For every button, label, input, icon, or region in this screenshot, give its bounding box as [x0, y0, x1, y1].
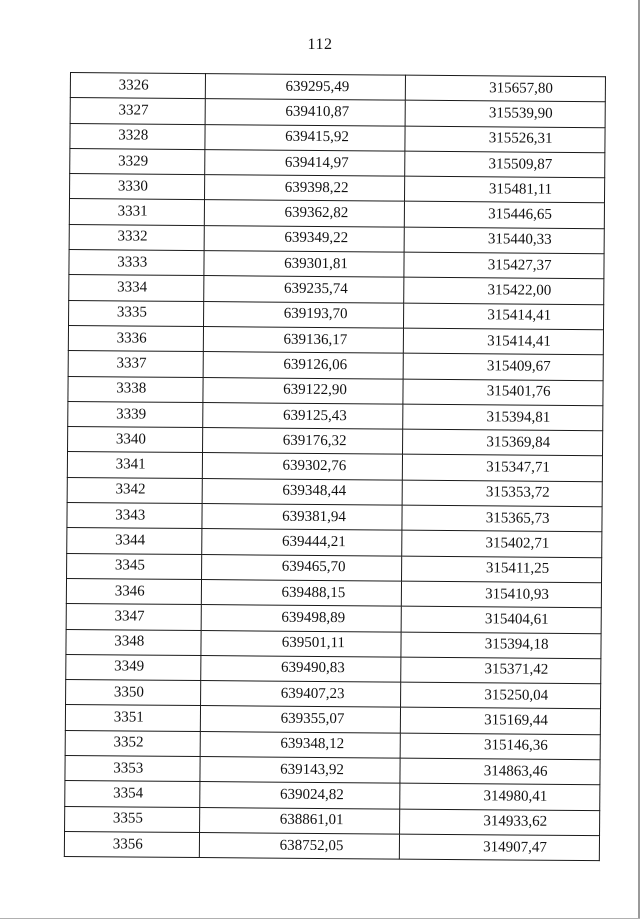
x-coordinate-cell: 639490,83 — [200, 655, 401, 682]
point-number-cell: 3326 — [70, 73, 205, 99]
x-coordinate-cell: 639235,74 — [203, 276, 404, 303]
x-coordinate-cell: 639501,11 — [201, 630, 402, 657]
point-number-cell: 3334 — [69, 275, 204, 301]
x-coordinate-cell: 639122,90 — [203, 377, 404, 404]
x-coordinate-cell: 639295,49 — [205, 74, 406, 101]
point-number-cell: 3346 — [66, 578, 201, 604]
y-coordinate-cell: 315422,00 — [404, 278, 604, 305]
point-number-cell: 3345 — [67, 553, 202, 579]
x-coordinate-cell: 639407,23 — [200, 681, 401, 708]
x-coordinate-cell: 639355,07 — [200, 706, 401, 733]
x-coordinate-cell: 638861,01 — [199, 807, 400, 834]
x-coordinate-cell: 639410,87 — [205, 99, 406, 126]
point-number-cell: 3353 — [65, 755, 200, 781]
point-number-cell: 3343 — [67, 503, 202, 529]
y-coordinate-cell: 315402,71 — [402, 530, 602, 557]
point-number-cell: 3329 — [70, 148, 205, 174]
y-coordinate-cell: 315481,11 — [405, 176, 605, 203]
x-coordinate-cell: 639125,43 — [202, 402, 403, 429]
x-coordinate-cell: 638752,05 — [199, 832, 400, 859]
point-number-cell: 3354 — [65, 781, 200, 807]
x-coordinate-cell: 639176,32 — [202, 428, 403, 455]
x-coordinate-cell: 639465,70 — [201, 554, 402, 581]
point-number-cell: 3332 — [69, 224, 204, 250]
y-coordinate-cell: 315411,25 — [402, 556, 602, 583]
point-number-cell: 3341 — [67, 452, 202, 478]
y-coordinate-cell: 315353,72 — [403, 480, 603, 507]
x-coordinate-cell: 639415,92 — [205, 124, 406, 151]
point-number-cell: 3342 — [67, 477, 202, 503]
x-coordinate-cell: 639193,70 — [203, 301, 404, 328]
point-number-cell: 3339 — [68, 401, 203, 427]
point-number-cell: 3352 — [65, 730, 200, 756]
y-coordinate-cell: 315369,84 — [403, 429, 603, 456]
y-coordinate-cell: 315446,65 — [405, 202, 605, 229]
y-coordinate-cell: 315394,81 — [403, 404, 603, 431]
x-coordinate-cell: 639126,06 — [203, 352, 404, 379]
y-coordinate-cell: 315657,80 — [406, 75, 606, 102]
point-number-cell: 3330 — [70, 174, 205, 200]
point-number-cell: 3338 — [68, 376, 203, 402]
point-number-cell: 3347 — [66, 604, 201, 630]
point-number-cell: 3336 — [68, 325, 203, 351]
x-coordinate-cell: 639362,82 — [204, 200, 405, 227]
y-coordinate-cell: 315146,36 — [401, 733, 601, 760]
x-coordinate-cell: 639414,97 — [204, 149, 405, 176]
x-coordinate-cell: 639498,89 — [201, 605, 402, 632]
y-coordinate-cell: 315410,93 — [402, 581, 602, 608]
x-coordinate-cell: 639488,15 — [201, 579, 402, 606]
y-coordinate-cell: 315509,87 — [405, 151, 605, 178]
x-coordinate-cell: 639444,21 — [201, 529, 402, 556]
y-coordinate-cell: 315365,73 — [402, 505, 602, 532]
y-coordinate-cell: 315404,61 — [402, 606, 602, 633]
point-number-cell: 3350 — [66, 680, 201, 706]
y-coordinate-cell: 315169,44 — [401, 708, 601, 735]
y-coordinate-cell: 315401,76 — [403, 379, 603, 406]
y-coordinate-cell: 314980,41 — [400, 783, 600, 810]
y-coordinate-cell: 315371,42 — [401, 657, 601, 684]
table-row — [64, 831, 599, 860]
point-number-cell: 3331 — [69, 199, 204, 225]
point-number-cell: 3356 — [64, 831, 199, 857]
point-number-cell: 3335 — [69, 300, 204, 326]
y-coordinate-cell: 314863,46 — [400, 758, 600, 785]
x-coordinate-cell: 639024,82 — [199, 782, 400, 809]
y-coordinate-cell: 315414,41 — [404, 328, 604, 355]
y-coordinate-cell: 314907,47 — [400, 834, 600, 861]
x-coordinate-cell: 639143,92 — [200, 757, 401, 784]
point-number-cell: 3355 — [65, 806, 200, 832]
point-number-cell: 3340 — [68, 427, 203, 453]
x-coordinate-cell: 639349,22 — [204, 225, 405, 252]
x-coordinate-cell: 639381,94 — [202, 504, 403, 531]
point-number-cell: 3344 — [67, 528, 202, 554]
y-coordinate-cell: 315347,71 — [403, 455, 603, 482]
y-coordinate-cell: 315539,90 — [406, 100, 606, 127]
point-number-cell: 3349 — [66, 654, 201, 680]
point-number-cell: 3333 — [69, 250, 204, 276]
point-number-cell: 3328 — [70, 123, 205, 149]
coordinates-table-body — [64, 73, 605, 861]
x-coordinate-cell: 639398,22 — [204, 175, 405, 202]
point-number-cell: 3327 — [70, 98, 205, 124]
y-coordinate-cell: 315440,33 — [405, 227, 605, 254]
x-coordinate-cell: 639348,44 — [202, 478, 403, 505]
point-number-cell: 3348 — [66, 629, 201, 655]
y-coordinate-cell: 315394,18 — [401, 632, 601, 659]
y-coordinate-cell: 314933,62 — [400, 809, 600, 836]
y-coordinate-cell: 315414,41 — [404, 303, 604, 330]
point-number-cell: 3351 — [65, 705, 200, 731]
point-number-cell: 3337 — [68, 351, 203, 377]
x-coordinate-cell: 639302,76 — [202, 453, 403, 480]
y-coordinate-cell: 315526,31 — [405, 126, 605, 153]
y-coordinate-cell: 315427,37 — [404, 252, 604, 279]
page-number: 112 — [307, 36, 333, 53]
x-coordinate-cell: 639136,17 — [203, 327, 404, 354]
y-coordinate-cell: 315409,67 — [404, 353, 604, 380]
y-coordinate-cell: 315250,04 — [401, 682, 601, 709]
x-coordinate-cell: 639301,81 — [204, 251, 405, 278]
coordinates-table — [64, 72, 606, 861]
x-coordinate-cell: 639348,12 — [200, 731, 401, 758]
